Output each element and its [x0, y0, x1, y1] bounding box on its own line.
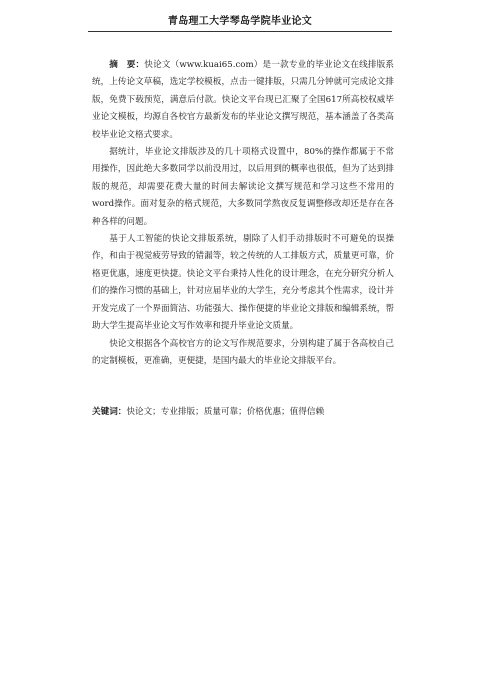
abstract-paragraph-2: 据统计，毕业论文排版涉及的几十项格式设置中，80%的操作都属于不常用操作，因此绝大多数同学以前没用过，以后用到的概率也很低，但为了达到排版的规范，却需要花费大量的时间去解读论文撰写规范和学习这些不常用的word操作。面对复杂的格式规范，大多数同学熬夜反复调整修改却还是存在各种各样的问题。 [92, 147, 394, 227]
page-header: 青岛理工大学琴岛学院毕业论文 [167, 16, 313, 27]
header-divider [88, 31, 392, 32]
abstract-label: 摘 要： [109, 60, 145, 70]
keywords-text: 快论文；专业排版；质量可靠；价格优惠；值得信赖 [126, 407, 325, 417]
keywords-line [92, 404, 392, 421]
keywords-label: 关键词： [92, 407, 127, 417]
abstract-paragraph-4: 快论文根据各个高校官方的论文写作规范要求，分别构建了属于各高校自己的定制模板，更准确，更便捷，是国内最大的毕业论文排版平台。 [92, 338, 394, 366]
abstract-text: 快论文（www.kuai65.com）是一款专业的毕业论文在线排版系统，上传论文草稿，选定学校模板，点击一键排版，只需几分钟就可完成论文排版，免费下载预览，满意后付款。快论文平台现已汇聚了全国617所高校权威毕业论文模板，均源自各校官方最新发布的毕业论文撰写规范，基本涵盖了各类高校毕业论文格式要求。 [92, 60, 394, 140]
abstract-paragraph-3: 基于人工智能的快论文排版系统，剔除了人们手动排版时不可避免的误操作，和由于视觉疲劳导致的错漏等，较之传统的人工排版方式，质量更可靠，价格更优惠，速度更快捷。快论文平台秉持人性化的设计理念，在充分研究分析人们的操作习惯的基础上，针对应届毕业的大学生，充分考虑其个性需求，设计并开发完成了一个界面简洁、功能强大、操作便捷的毕业论文排版和编辑系统，帮助大学生提高毕业论文写作效率和提升毕业论文质量。 [92, 234, 394, 332]
abstract-paragraph-1 [92, 57, 394, 144]
abstract-section [92, 57, 394, 370]
